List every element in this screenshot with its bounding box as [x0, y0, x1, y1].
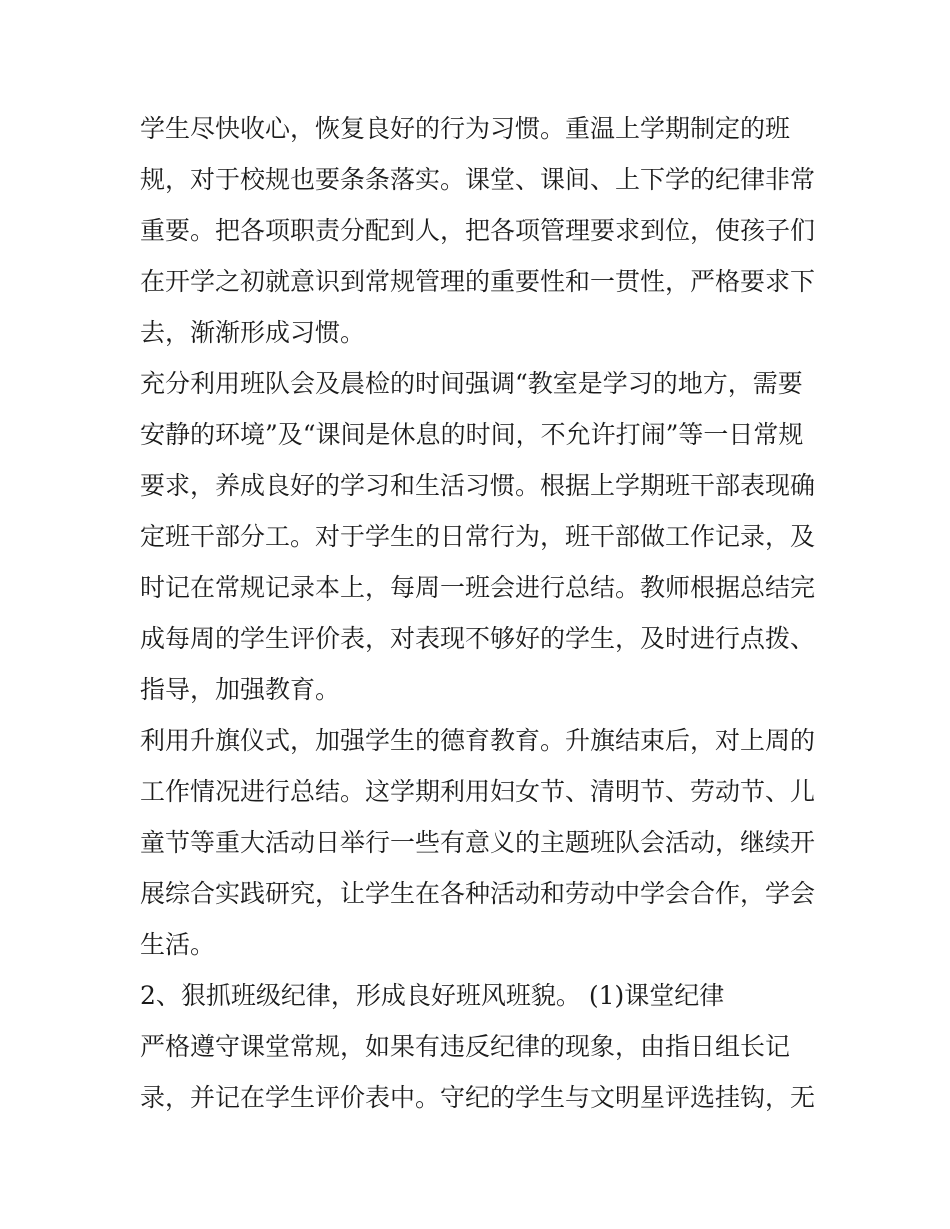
text-line: 2、狠抓班级纪律，形成良好班风班貌。 (1)课堂纪律: [140, 981, 725, 1010]
text-line: 成每周的学生评价表，对表现不够好的学生，及时进行点拨、: [140, 624, 816, 653]
text-line: 时记在常规记录本上，每周一班会进行总结。教师根据总结完: [140, 573, 816, 602]
text-line: 去，渐渐形成习惯。: [140, 318, 366, 347]
text-line: 指导，加强教育。: [140, 675, 341, 704]
text-line: 充分利用班队会及晨检的时间强调“教室是学习的地方，需要: [140, 369, 803, 398]
text-line: 生活。: [140, 930, 216, 959]
text-line: 工作情况进行总结。这学期利用妇女节、清明节、劳动节、儿: [140, 777, 816, 806]
text-line: 展综合实践研究，让学生在各种活动和劳动中学会合作，学会: [140, 879, 816, 908]
text-line: 利用升旗仪式，加强学生的德育教育。升旗结束后，对上周的: [140, 726, 816, 755]
text-line: 规，对于校规也要条条落实。课堂、课间、上下学的纪律非常: [140, 165, 816, 194]
text-line: 安静的环境”及“课间是休息的时间，不允许打闹”等一日常规: [140, 420, 804, 449]
text-line: 童节等重大活动日举行一些有意义的主题班队会活动，继续开: [140, 828, 816, 857]
text-line: 定班干部分工。对于学生的日常行为，班干部做工作记录，及: [140, 522, 816, 551]
text-line: 学生尽快收心，恢复良好的行为习惯。重温上学期制定的班: [140, 114, 791, 143]
text-line: 要求，养成良好的学习和生活习惯。根据上学期班干部表现确: [140, 471, 816, 500]
text-line: 录，并记在学生评价表中。守纪的学生与文明星评选挂钩，无: [140, 1083, 816, 1112]
text-line: 重要。把各项职责分配到人，把各项管理要求到位，使孩子们: [140, 216, 816, 245]
text-line: 在开学之初就意识到常规管理的重要性和一贯性，严格要求下: [140, 267, 816, 296]
document-body: [140, 103, 820, 1123]
text-line: 严格遵守课堂常规，如果有违反纪律的现象，由指日组长记: [140, 1032, 791, 1061]
